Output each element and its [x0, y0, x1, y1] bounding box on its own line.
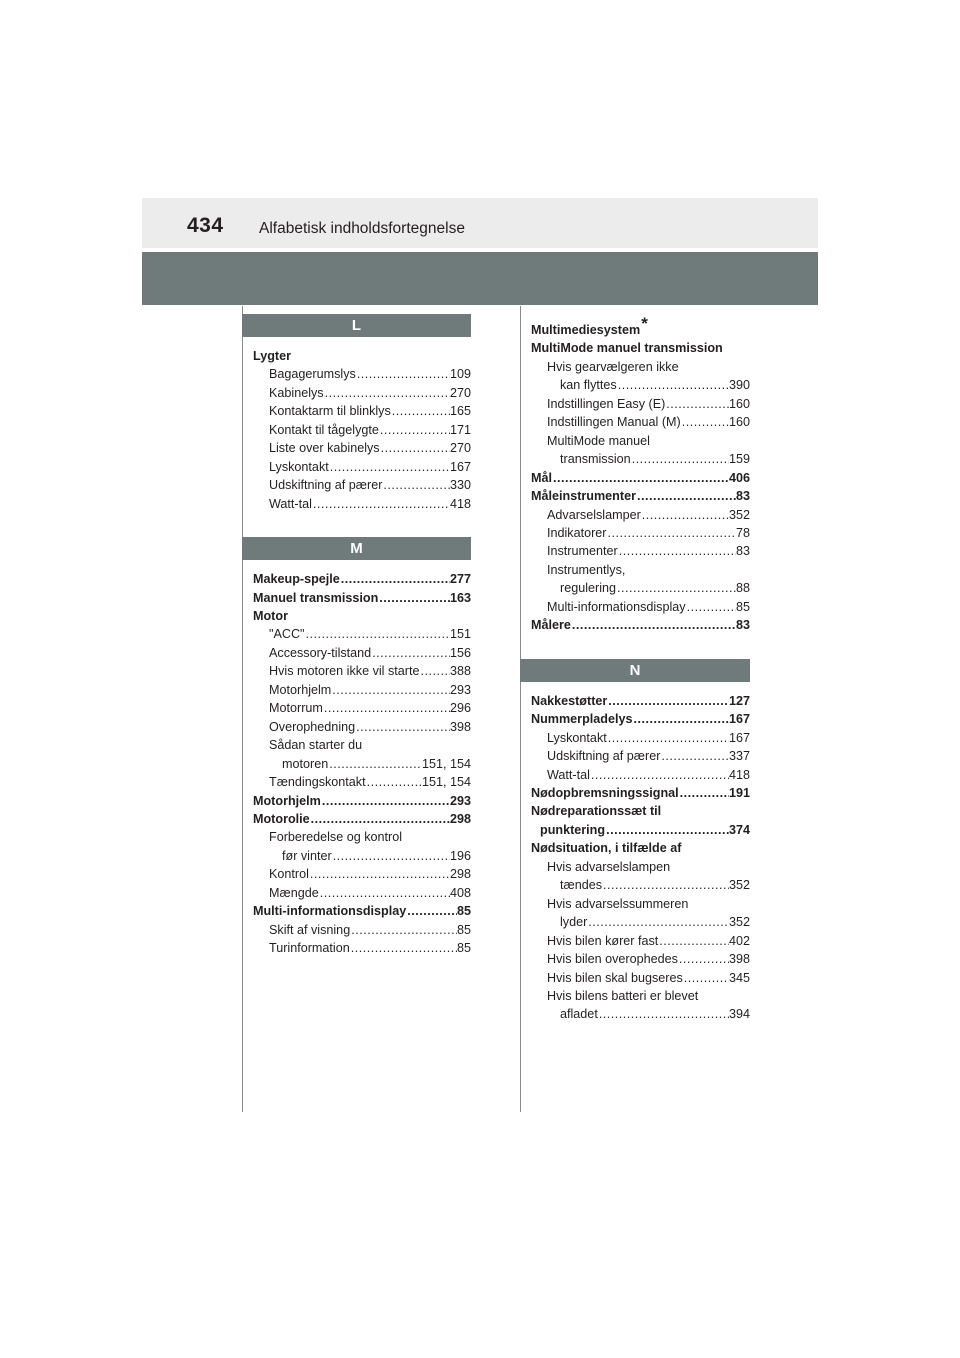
- dot-leader: [665, 395, 729, 413]
- entry-term: motoren: [282, 756, 329, 771]
- page-ref[interactable]: 277: [449, 572, 471, 587]
- index-entry: [253, 939, 471, 957]
- dot-leader: [617, 376, 729, 394]
- index-entry: [253, 847, 471, 865]
- entry-term: Watt-tal: [547, 767, 590, 782]
- page-ref[interactable]: 298: [449, 867, 471, 882]
- page-ref[interactable]: 156: [449, 645, 471, 660]
- entry-term: Indstillingen Easy (E): [547, 396, 666, 411]
- entry-term: Turinformation: [269, 941, 350, 956]
- index-entry: [253, 884, 471, 902]
- index-column-2: [520, 314, 750, 1024]
- dot-leader: [309, 865, 450, 883]
- dot-leader: [641, 506, 729, 524]
- entry-term: Multi-informationsdisplay: [253, 904, 407, 919]
- index-entry: [253, 495, 471, 513]
- page-ref[interactable]: 151: [449, 627, 471, 642]
- dot-leader: [382, 476, 450, 494]
- dot-leader: [681, 413, 729, 431]
- page-ref[interactable]: 406: [728, 470, 750, 485]
- index-entry: [531, 895, 750, 913]
- dot-leader: [340, 570, 450, 588]
- entry-term: Nødsituation, i tilfælde af: [531, 841, 682, 856]
- entry-term: Måleinstrumenter: [531, 489, 636, 504]
- entry-term: punktering: [540, 822, 606, 837]
- dot-leader: [312, 495, 450, 513]
- entry-term: Lyskontakt: [547, 730, 607, 745]
- page-ref[interactable]: 167: [449, 459, 471, 474]
- page-ref[interactable]: 352: [728, 878, 750, 893]
- entry-term: kan flyttes: [560, 378, 617, 393]
- page-ref[interactable]: 85: [456, 941, 471, 956]
- dot-leader: [636, 487, 736, 505]
- page-ref[interactable]: 85: [735, 599, 750, 614]
- entry-term: Skift af visning: [269, 922, 351, 937]
- index-entry: [253, 736, 471, 754]
- entry-term: transmission: [560, 452, 631, 467]
- section-letter-bar: M: [242, 537, 471, 560]
- entry-term: Tændingskontakt: [269, 775, 366, 790]
- index-entry: [531, 969, 750, 987]
- dot-leader: [631, 450, 729, 468]
- dot-leader: [406, 902, 457, 920]
- index-entry: [531, 616, 750, 634]
- page-ref[interactable]: 337: [728, 749, 750, 764]
- page-ref[interactable]: 293: [449, 682, 471, 697]
- entry-term: Hvis motoren ikke vil starte: [269, 664, 420, 679]
- index-entry: [531, 561, 750, 579]
- entry-term: Hvis bilen skal bugseres: [547, 970, 683, 985]
- index-entry: [253, 607, 471, 625]
- page-ref[interactable]: 374: [728, 822, 750, 837]
- index-entry: [531, 542, 750, 560]
- entry-term: Hvis advarselslampen: [547, 859, 671, 874]
- entry-term: Lygter: [253, 349, 292, 363]
- dot-leader: [356, 365, 450, 383]
- page-ref[interactable]: 390: [728, 378, 750, 393]
- dot-leader: [331, 681, 450, 699]
- page-ref[interactable]: 88: [735, 581, 750, 596]
- index-entry: [253, 662, 471, 680]
- section-list: [520, 692, 750, 1024]
- index-entry: [253, 792, 471, 810]
- entry-term: Hvis gearvælgeren ikke: [547, 359, 679, 374]
- index-entry: [531, 729, 750, 747]
- dot-leader: [598, 1005, 729, 1023]
- page-ref[interactable]: 160: [728, 396, 750, 411]
- index-entry: [531, 987, 750, 1005]
- entry-term: Hvis bilen overophedes: [547, 952, 678, 967]
- dot-leader: [607, 692, 729, 710]
- page-ref[interactable]: 398: [728, 952, 750, 967]
- dot-leader: [391, 402, 450, 420]
- entry-term: Motorolie: [253, 811, 310, 826]
- entry-term: Advarselslamper: [547, 507, 641, 522]
- entry-term: Nakkestøtter: [531, 693, 608, 708]
- entry-term: Motorhjelm: [269, 682, 332, 697]
- index-entry: [253, 902, 471, 920]
- entry-term: MultiMode manuel: [547, 433, 650, 448]
- page-ref[interactable]: 191: [728, 785, 750, 800]
- index-entry: [531, 598, 750, 616]
- page-ref[interactable]: 388: [449, 664, 471, 679]
- page-ref[interactable]: 85: [456, 904, 471, 919]
- page-ref[interactable]: 270: [449, 441, 471, 456]
- entry-term: Mål: [531, 470, 552, 485]
- entry-term: Overophedning: [269, 719, 356, 734]
- index-entry: [253, 347, 471, 365]
- index-entry: [531, 314, 750, 339]
- section-list: [242, 570, 471, 958]
- entry-term: Instrumentlys,: [547, 562, 626, 577]
- index-entry: [531, 821, 750, 839]
- index-entry: [531, 487, 750, 505]
- page-ref[interactable]: 293: [449, 793, 471, 808]
- entry-term: Målere: [531, 618, 571, 633]
- page-ref[interactable]: 151, 154: [421, 775, 471, 790]
- index-entry: [531, 358, 750, 376]
- dot-leader: [366, 773, 422, 791]
- dot-leader: [321, 792, 450, 810]
- index-entry: [531, 339, 750, 357]
- dot-leader: [329, 458, 450, 476]
- entry-term: Sådan starter du: [269, 738, 363, 753]
- entry-term: Kontaktarm til blinklys: [269, 404, 391, 419]
- entry-term: Manuel transmission: [253, 590, 379, 605]
- index-entry: [253, 570, 471, 588]
- entry-term: Hvis bilen kører fast: [547, 933, 659, 948]
- index-entry: [531, 932, 750, 950]
- entry-term: Hvis bilens batteri er blevet: [547, 988, 699, 1003]
- header-band: [142, 252, 818, 305]
- page-ref[interactable]: 345: [728, 970, 750, 985]
- index-entry: [253, 589, 471, 607]
- entry-term: Kabinelys: [269, 385, 324, 400]
- entry-term: Nummerpladelys: [531, 712, 633, 727]
- page-ref[interactable]: 398: [449, 719, 471, 734]
- index-entry: [531, 1005, 750, 1023]
- page-number: 434: [187, 214, 224, 237]
- entry-term: Accessory-tilstand: [269, 645, 372, 660]
- index-entry: [531, 395, 750, 413]
- index-entry: [253, 458, 471, 476]
- index-entry: [253, 365, 471, 383]
- entry-term: Motorrum: [269, 701, 323, 716]
- page-ref[interactable]: 83: [735, 544, 750, 559]
- page-ref[interactable]: 165: [449, 404, 471, 419]
- entry-term: Liste over kabinelys: [269, 441, 380, 456]
- page-ref[interactable]: 394: [728, 1007, 750, 1022]
- page-ref[interactable]: 352: [728, 915, 750, 930]
- entry-term: Hvis advarselssummeren: [547, 896, 689, 911]
- dot-leader: [332, 847, 450, 865]
- entry-term: Lyskontakt: [269, 459, 329, 474]
- entry-term: afladet: [560, 1007, 598, 1022]
- index-entry: [531, 506, 750, 524]
- dot-leader: [328, 755, 422, 773]
- index-entry: [531, 376, 750, 394]
- index-entry: [253, 421, 471, 439]
- dot-leader: [602, 876, 729, 894]
- page-ref[interactable]: 171: [449, 422, 471, 437]
- index-entry: [253, 402, 471, 420]
- dot-leader: [658, 932, 729, 950]
- page-ref[interactable]: 167: [728, 730, 750, 745]
- page-ref[interactable]: 296: [449, 701, 471, 716]
- dot-leader: [552, 469, 729, 487]
- page-ref[interactable]: 352: [728, 507, 750, 522]
- entry-term: før vinter: [282, 848, 332, 863]
- page-ref[interactable]: 127: [728, 693, 750, 708]
- page-ref[interactable]: 408: [449, 885, 471, 900]
- index-entry: [253, 828, 471, 846]
- index-entry: [531, 747, 750, 765]
- entry-term: Makeup-spejle: [253, 572, 340, 587]
- dot-leader: [379, 421, 450, 439]
- page-ref[interactable]: 83: [735, 618, 750, 633]
- entry-term: Udskiftning af pærer: [547, 749, 661, 764]
- index-entry: [253, 921, 471, 939]
- page-ref[interactable]: 151, 154: [421, 756, 471, 771]
- index-entry: [531, 432, 750, 450]
- index-entry: [253, 644, 471, 662]
- index-entry: [253, 476, 471, 494]
- index-entry: [531, 802, 750, 820]
- entry-term: Motor: [253, 608, 288, 623]
- dot-leader: [660, 747, 729, 765]
- dot-leader: [605, 821, 729, 839]
- entry-term: "ACC": [269, 627, 305, 642]
- index-entry: [531, 524, 750, 542]
- index-entry: [253, 773, 471, 791]
- dot-leader: [679, 784, 729, 802]
- dot-leader: [350, 921, 457, 939]
- entry-term: regulering: [560, 581, 617, 596]
- dot-leader: [607, 524, 736, 542]
- page-ref[interactable]: 78: [735, 525, 750, 540]
- dot-leader: [323, 699, 450, 717]
- entry-term: Nødreparationssæt til: [531, 804, 662, 819]
- dot-leader: [616, 579, 736, 597]
- page-ref[interactable]: 270: [449, 385, 471, 400]
- page-ref[interactable]: 418: [449, 496, 471, 511]
- index-column-1: [242, 314, 471, 958]
- entry-term: Mængde: [269, 885, 319, 900]
- dot-leader: [633, 710, 729, 728]
- entry-term: tændes: [560, 878, 603, 893]
- index-entry: [531, 579, 750, 597]
- index-entry: [253, 699, 471, 717]
- dot-leader: [590, 766, 729, 784]
- page-ref[interactable]: 83: [735, 489, 750, 504]
- index-entry: [531, 469, 750, 487]
- page-ref[interactable]: 418: [728, 767, 750, 782]
- index-entry: [531, 450, 750, 468]
- entry-term: Udskiftning af pærer: [269, 478, 383, 493]
- page-ref[interactable]: 159: [728, 452, 750, 467]
- dot-leader: [571, 616, 736, 634]
- dot-leader: [305, 625, 450, 643]
- page-ref[interactable]: 163: [449, 590, 471, 605]
- index-entry: [253, 718, 471, 736]
- index-entry: [253, 439, 471, 457]
- index-entry: [531, 876, 750, 894]
- page-ref[interactable]: 298: [449, 811, 471, 826]
- entry-term: Watt-tal: [269, 496, 312, 511]
- section-list: [520, 314, 750, 635]
- entry-term: Indikatorer: [547, 525, 607, 540]
- dot-leader: [419, 662, 450, 680]
- index-entry: [253, 810, 471, 828]
- index-entry: [531, 413, 750, 431]
- entry-term: Forberedelse og kontrol: [269, 830, 403, 845]
- entry-term: Instrumenter: [547, 544, 618, 559]
- dot-leader: [378, 589, 450, 607]
- index-entry: [253, 681, 471, 699]
- page-ref[interactable]: 330: [449, 478, 471, 493]
- index-entry: [531, 858, 750, 876]
- page-ref[interactable]: 196: [449, 848, 471, 863]
- entry-term: lyder: [560, 915, 588, 930]
- index-entry: [253, 384, 471, 402]
- page-ref[interactable]: 160: [728, 415, 750, 430]
- index-entry: [531, 950, 750, 968]
- index-entry: [531, 710, 750, 728]
- entry-term: Multimediesystem: [531, 323, 641, 337]
- page-ref[interactable]: 85: [456, 922, 471, 937]
- dot-leader: [319, 884, 450, 902]
- index-entry: [531, 692, 750, 710]
- index-entry: [531, 839, 750, 857]
- entry-term: MultiMode manuel transmission: [531, 341, 723, 356]
- entry-term: Multi-informationsdisplay: [547, 599, 686, 614]
- entry-term: Nødopbremsningssignal: [531, 785, 679, 800]
- entry-term: Kontakt til tågelygte: [269, 422, 379, 437]
- dot-leader: [678, 950, 729, 968]
- dot-leader: [607, 729, 729, 747]
- dot-leader: [686, 598, 736, 616]
- page-title: Alfabetisk indholdsfortegnelse: [259, 220, 465, 237]
- header-bar: [142, 198, 818, 248]
- page-ref[interactable]: 167: [728, 712, 750, 727]
- entry-term: Kontrol: [269, 867, 309, 882]
- dot-leader: [324, 384, 450, 402]
- footnote-marker: *: [641, 314, 648, 333]
- index-entry: [531, 913, 750, 931]
- page-ref[interactable]: 402: [728, 933, 750, 948]
- index-entry: [531, 784, 750, 802]
- index-entry: [531, 766, 750, 784]
- dot-leader: [587, 913, 729, 931]
- dot-leader: [371, 644, 450, 662]
- section-list: [242, 347, 471, 513]
- entry-term: Motorhjelm: [253, 793, 321, 808]
- dot-leader: [350, 939, 457, 957]
- entry-term: Indstillingen Manual (M): [547, 415, 681, 430]
- page-ref[interactable]: 109: [449, 367, 471, 382]
- index-entry: [253, 625, 471, 643]
- dot-leader: [380, 439, 450, 457]
- section-letter-bar: L: [242, 314, 471, 337]
- index-entry: [253, 755, 471, 773]
- dot-leader: [618, 542, 736, 560]
- index-entry: [253, 865, 471, 883]
- dot-leader: [310, 810, 450, 828]
- dot-leader: [355, 718, 450, 736]
- dot-leader: [683, 969, 729, 987]
- entry-term: Bagagerumslys: [269, 367, 356, 382]
- section-letter-bar: N: [520, 659, 750, 682]
